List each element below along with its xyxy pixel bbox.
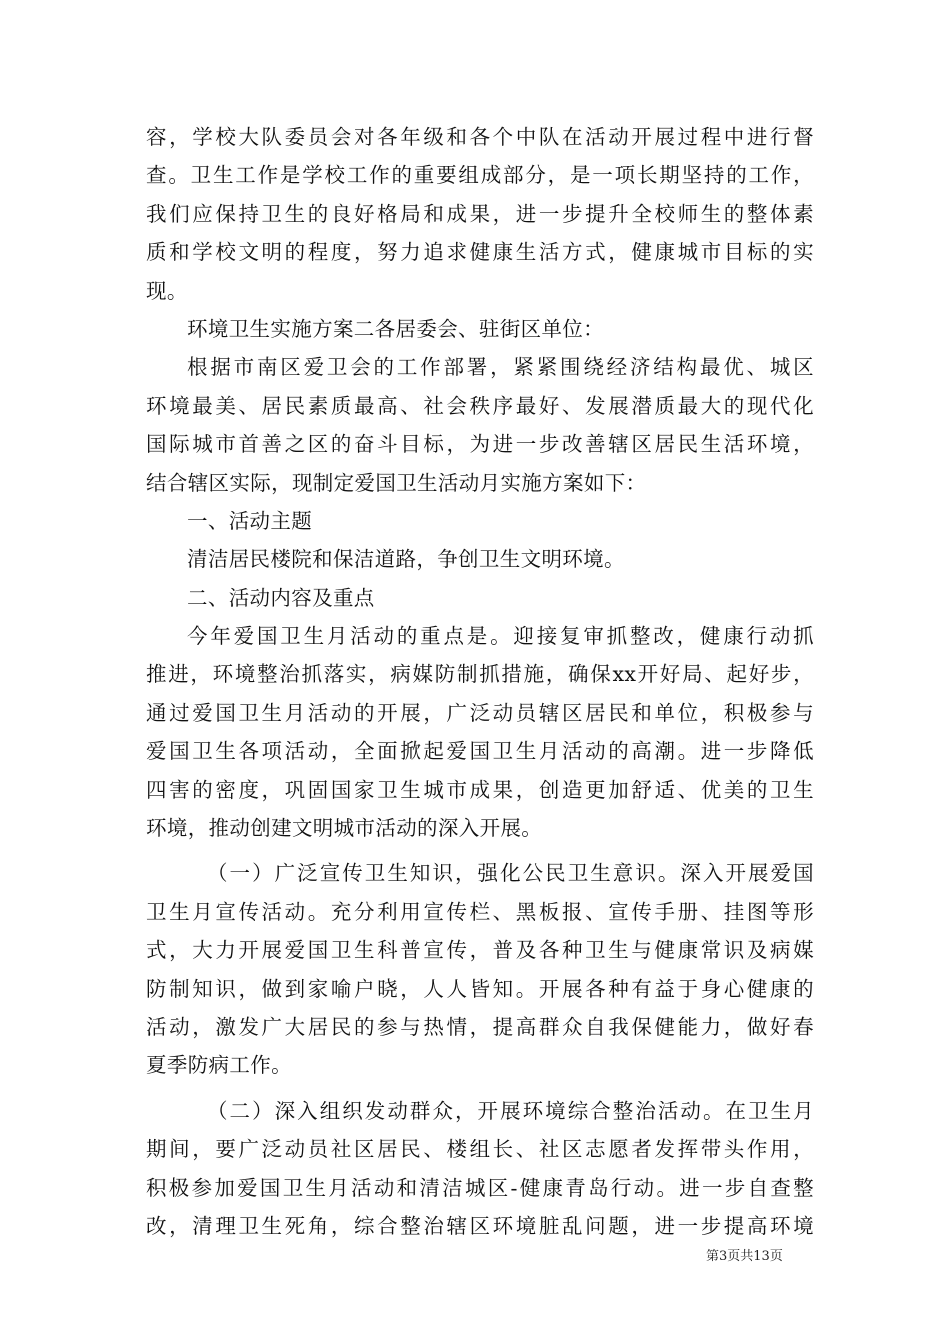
text-line: 改，清理卫生死角，综合整治辖区环境脏乱问题，进一步提高环境 — [146, 1213, 814, 1238]
text-line: 清洁居民楼院和保洁道路，争创卫生文明环境。 — [187, 547, 625, 572]
text-line: 推进，环境整治抓落实，病媒防制抓措施，确保xx开好局、起好步， — [146, 662, 814, 687]
text-line: 现。 — [146, 278, 188, 303]
text-line: （一）广泛宣传卫生知识，强化公民卫生意识。深入开展爱国 — [207, 861, 814, 886]
text-line: 结合辖区实际，现制定爱国卫生活动月实施方案如下： — [146, 470, 647, 495]
text-line: 活动，激发广大居民的参与热情，提高群众自我保健能力，做好春 — [146, 1014, 814, 1039]
body-text — [146, 118, 814, 1245]
text-line: 防制知识，做到家喻户晓，人人皆知。开展各种有益于身心健康的 — [146, 976, 814, 1001]
text-line: 查。卫生工作是学校工作的重要组成部分，是一项长期坚持的工作， — [146, 163, 814, 188]
text-line: 爱国卫生各项活动，全面掀起爱国卫生月活动的高潮。进一步降低 — [146, 739, 814, 764]
text-line: 式，大力开展爱国卫生科普宣传，普及各种卫生与健康常识及病媒 — [146, 938, 814, 963]
text-line: 环境，推动创建文明城市活动的深入开展。 — [146, 816, 543, 841]
text-line: 期间，要广泛动员社区居民、楼组长、社区志愿者发挥带头作用， — [146, 1137, 814, 1162]
text-line: （二）深入组织发动群众，开展环境综合整治活动。在卫生月 — [207, 1098, 814, 1123]
page-number: 第3页共13页 — [706, 1249, 783, 1264]
text-line: 质和学校文明的程度，努力追求健康生活方式，健康城市目标的实 — [146, 240, 814, 265]
text-line: 通过爱国卫生月活动的开展，广泛动员辖区居民和单位，积极参与 — [146, 700, 814, 725]
text-line: 夏季防病工作。 — [146, 1053, 292, 1078]
text-line: 根据市南区爱卫会的工作部署，紧紧围绕经济结构最优、城区 — [187, 355, 814, 380]
text-line: 卫生月宣传活动。充分利用宣传栏、黑板报、宣传手册、挂图等形 — [146, 899, 814, 924]
text-line: 一、活动主题 — [187, 508, 313, 533]
text-line: 环境最美、居民素质最高、社会秩序最好、发展潜质最大的现代化 — [146, 393, 814, 418]
text-line: 二、活动内容及重点 — [187, 585, 375, 610]
text-line: 我们应保持卫生的良好格局和成果，进一步提升全校师生的整体素 — [146, 201, 814, 226]
text-line: 国际城市首善之区的奋斗目标，为进一步改善辖区居民生活环境， — [146, 432, 814, 457]
text-line: 环境卫生实施方案二各居委会、驻街区单位： — [187, 316, 604, 341]
text-line: 今年爱国卫生月活动的重点是。迎接复审抓整改，健康行动抓 — [187, 624, 814, 649]
text-line: 四害的密度，巩固国家卫生城市成果，创造更加舒适、优美的卫生 — [146, 777, 814, 802]
text-line: 容，学校大队委员会对各年级和各个中队在活动开展过程中进行督 — [146, 125, 814, 149]
text-line: 积极参加爱国卫生月活动和清洁城区-健康青岛行动。进一步自查整 — [146, 1175, 814, 1200]
